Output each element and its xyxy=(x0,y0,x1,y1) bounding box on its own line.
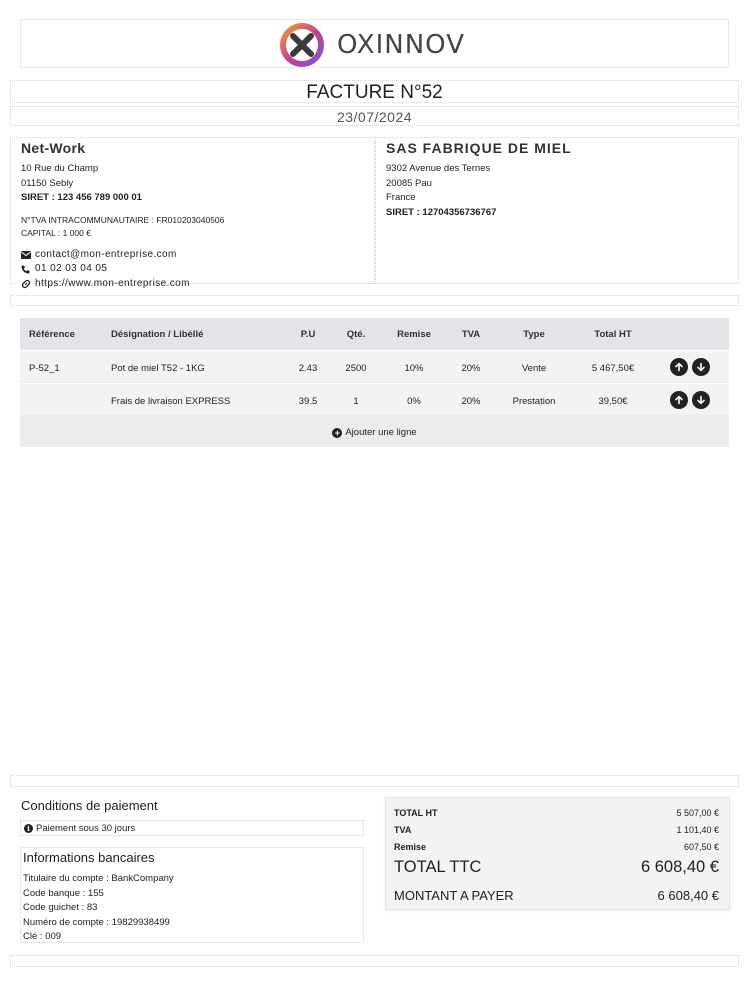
issuer-phone[interactable]: 01 02 03 04 05 xyxy=(35,263,108,274)
cell-tva: 20% xyxy=(461,363,481,374)
issuer-street: 10 Rue du Champ xyxy=(21,163,99,174)
cell-pu: 2.43 xyxy=(298,363,318,374)
col-tva: TVA xyxy=(461,329,481,340)
bank-code-value: : 155 xyxy=(80,887,104,899)
issuer-capital-value: : 1 000 € xyxy=(55,227,91,238)
issuer-tva xyxy=(21,214,364,227)
items-table xyxy=(20,318,729,447)
issuer-website-row xyxy=(21,277,364,292)
payment-terms-box xyxy=(20,820,364,836)
client-city: 20085 Pau xyxy=(386,177,432,189)
bank-guichet-label: Code guichet xyxy=(23,902,79,913)
bank-guichet-value: : 83 xyxy=(78,902,98,913)
move-up-button[interactable] xyxy=(670,358,688,376)
cell-total-ht: 39,50€ xyxy=(598,396,628,407)
amount-due-label: MONTANT A PAYER xyxy=(394,888,514,903)
issuer-tva-value: : FR010203040506 xyxy=(149,214,225,225)
issuer-name: Net-Work xyxy=(21,140,86,156)
cell-qty: 2500 xyxy=(345,363,367,374)
total-ttc-label: TOTAL TTC xyxy=(394,858,482,876)
page-footer xyxy=(10,955,739,967)
cell-type: Vente xyxy=(521,363,547,374)
bank-account-label: Numéro de compte xyxy=(23,916,104,928)
total-ht-row xyxy=(394,808,719,818)
issuer-block xyxy=(10,137,375,289)
arrow-down-icon xyxy=(696,362,706,372)
table-header xyxy=(20,318,729,350)
cell-total-ht: 5 467,50€ xyxy=(591,363,635,374)
total-ht-value: 5 507,00 € xyxy=(676,808,719,818)
amount-due-row xyxy=(394,888,719,903)
remise-row xyxy=(394,842,719,852)
bank-account-value: : 19829938499 xyxy=(103,916,170,928)
client-country: France xyxy=(386,192,416,203)
arrow-down-icon xyxy=(696,395,706,405)
section-divider xyxy=(10,295,739,306)
tva-row xyxy=(394,825,719,835)
total-ttc-value: 6 608,40 € xyxy=(641,858,719,876)
bank-key xyxy=(23,930,174,945)
brand-logo xyxy=(279,22,465,68)
bank-account xyxy=(23,916,174,931)
bank-guichet xyxy=(23,901,174,916)
cell-remise: 10% xyxy=(404,363,424,374)
bank-title: Informations bancaires xyxy=(23,850,155,865)
client-block xyxy=(375,137,739,284)
plus-circle-icon: + xyxy=(332,428,342,438)
bank-code-label: Code banque xyxy=(23,887,81,899)
cell-tva: 20% xyxy=(461,396,481,407)
bank-lines xyxy=(23,872,174,945)
col-type: Type xyxy=(523,329,545,340)
cell-type: Prestation xyxy=(512,396,556,407)
cell-remise: 0% xyxy=(407,396,421,407)
cell-reference: P-52_1 xyxy=(29,363,60,374)
move-down-button[interactable] xyxy=(692,391,710,409)
table-row[interactable] xyxy=(20,383,729,415)
issuer-email-row xyxy=(21,248,364,263)
invoice-title-box xyxy=(10,80,739,103)
col-pu: P.U xyxy=(300,329,316,340)
logo-banner xyxy=(20,19,729,68)
client-name: SAS FABRIQUE DE MIEL xyxy=(386,140,572,156)
remise-value: 607,50 € xyxy=(683,842,719,852)
col-reference: Référence xyxy=(29,329,75,340)
total-ht-label: TOTAL HT xyxy=(394,808,438,818)
info-icon: i xyxy=(24,824,33,833)
issuer-capital-label: CAPITAL xyxy=(21,227,56,238)
col-qty: Qté. xyxy=(346,329,366,340)
oxinnov-logo-icon xyxy=(279,22,325,68)
remise-label: Remise xyxy=(394,842,427,852)
link-icon xyxy=(21,279,32,289)
cell-pu: 39.5 xyxy=(298,396,318,407)
payment-title: Conditions de paiement xyxy=(21,798,158,813)
totals-box xyxy=(385,797,730,910)
cell-designation: Frais de livraison EXPRESS xyxy=(111,396,231,407)
issuer-city: 01150 Sebly xyxy=(21,177,74,189)
move-down-button[interactable] xyxy=(692,358,710,376)
add-line-button[interactable] xyxy=(20,418,729,447)
tva-label: TVA xyxy=(394,825,412,835)
col-total-ht: Total HT xyxy=(594,329,632,340)
client-siret: SIRET : 12704356736767 xyxy=(386,206,497,218)
cell-designation: Pot de miel T52 - 1KG xyxy=(111,363,205,374)
issuer-website[interactable]: https://www.mon-entreprise.com xyxy=(35,277,190,289)
cell-qty: 1 xyxy=(353,396,359,407)
row-move-controls xyxy=(670,358,710,376)
arrow-up-icon xyxy=(674,362,684,372)
add-line-label: Ajouter une ligne xyxy=(345,427,417,438)
payment-terms: Paiement sous 30 jours xyxy=(36,822,136,834)
arrow-up-icon xyxy=(674,395,684,405)
brand-name: OXINNOV xyxy=(337,30,465,60)
bank-holder xyxy=(23,872,174,887)
bank-holder-label: Titulaire du compte xyxy=(23,873,104,884)
col-remise: Remise xyxy=(397,329,431,340)
row-move-controls xyxy=(670,391,710,409)
client-street: 9302 Avenue des Ternes xyxy=(386,163,491,174)
issuer-email[interactable]: contact@mon-entreprise.com xyxy=(35,248,177,260)
total-ttc-row xyxy=(394,858,719,877)
tva-value: 1 101,40 € xyxy=(676,825,719,835)
col-designation: Désignation / Libéllé xyxy=(111,329,204,340)
invoice-date: 23/07/2024 xyxy=(336,109,413,125)
bank-code xyxy=(23,887,174,902)
footer-divider xyxy=(10,775,739,787)
amount-due-value: 6 608,40 € xyxy=(657,888,719,903)
bank-key-value: : 009 xyxy=(37,931,62,942)
envelope-icon xyxy=(21,250,32,260)
bank-holder-value: : BankCompany xyxy=(103,873,174,884)
table-row[interactable] xyxy=(20,350,729,382)
bank-info-box xyxy=(20,847,364,943)
issuer-capital xyxy=(21,227,364,240)
issuer-phone-row xyxy=(21,262,364,277)
invoice-date-box xyxy=(10,106,739,126)
issuer-tva-label: N°TVA INTRACOMMUNAUTAIRE xyxy=(21,214,150,225)
issuer-siret: SIRET : 123 456 789 000 01 xyxy=(21,192,142,203)
invoice-title: FACTURE N°52 xyxy=(306,82,443,103)
bank-key-label: Clé xyxy=(23,931,38,942)
move-up-button[interactable] xyxy=(670,391,688,409)
phone-icon xyxy=(21,264,32,274)
